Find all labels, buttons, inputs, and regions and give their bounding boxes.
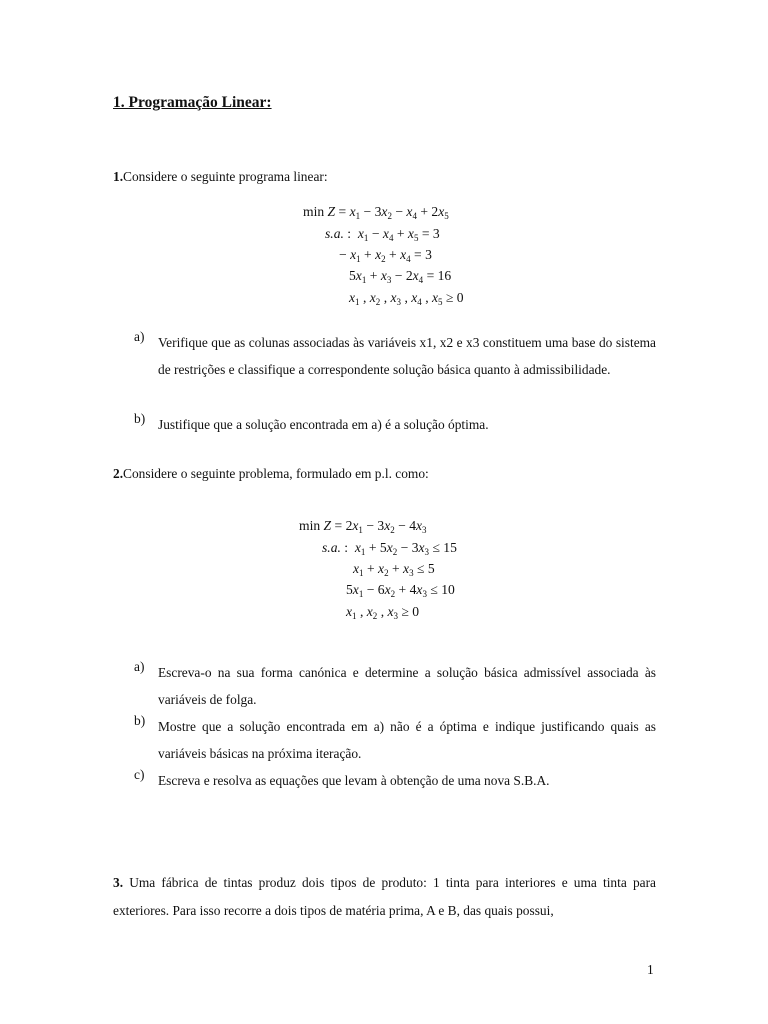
q1-item-a-label: a) [134,329,145,344]
section-title: 1. Programação Linear: [113,94,272,111]
q2-intro [113,466,429,482]
q2-nonneg: $x_1$ , $x_2$ , $x_3 \ge 0$ [346,604,420,621]
q2-constraint-2: $x_1 + x_2 + x_3 \le 5$ [353,561,435,578]
q2-constraint-3: $5x_1 - 6x_2 + 4x_3 \le 10$ [346,582,455,599]
q1-item-a-text: Verifique que as colunas associadas às variáveis x1, x2 e x3 constituem uma base do sistema de restrições e classifique a correspondente solução básica quanto à admissibilidade. [158,335,656,377]
q2-constraint-1: s.a. : $x_1 + 5x_2 - 3x_3 \le 15$ [322,540,457,557]
q3-text: Uma fábrica de tintas produz dois tipos de produto: 1 tinta para interiores e uma tinta para exteriores. Para isso recorre a dois tipos de matéria prima, A e B, das quais possui, [113,875,656,918]
q2-item-c [134,767,656,794]
q2-item-b [134,713,656,767]
q2-item-c-label: c) [134,767,145,782]
q1-number: 1. [113,169,124,184]
q2-item-b-label: b) [134,713,146,728]
q1-constraint-1: s.a. : $x_1 - x_4 + x_5 = 3$ [325,226,440,243]
page-number: 1 [647,962,654,977]
q2-item-a-text: Escreva-o na sua forma canónica e determine a solução básica admissível associada às variáveis de folga. [158,665,656,707]
q1-item-b-label: b) [134,411,146,426]
q2-number: 2. [113,466,124,481]
q2-item-a-label: a) [134,659,145,674]
q3-number: 3. [113,875,124,890]
q1-item-b [134,411,656,438]
q1-nonneg: $x_1$ , $x_2$ , $x_3$ , $x_4$ , $x_5 \ge 0$ [349,290,464,307]
q1-constraint-2: − $x_1 + x_2 + x_4 = 3$ [339,247,432,264]
q2-item-b-text: Mostre que a solução encontrada em a) não é a óptima e indique justificando quais as variáveis básicas na próxima iteração. [158,719,656,761]
q2-objective: $\min Z = 2x_1 - 3x_2 - 4x_3$ [299,518,427,535]
q1-intro-text: Considere o seguinte programa linear: [123,169,328,184]
q3-paragraph [113,869,656,925]
q2-intro-text: Considere o seguinte problema, formulado em p.l. como: [123,466,429,481]
q1-constraint-3: $5x_1 + x_3 - 2x_4 = 16$ [349,268,452,285]
q1-item-b-text: Justifique que a solução encontrada em a) é a solução óptima. [158,417,489,432]
q2-item-a [134,659,656,713]
q1-objective: $\min Z = x_1 - 3x_2 - x_4 + 2x_5$ [303,204,449,221]
q1-item-a [134,329,656,409]
q1-intro [113,169,328,185]
q2-item-c-text: Escreva e resolva as equações que levam à obtenção de uma nova S.B.A. [158,773,550,788]
